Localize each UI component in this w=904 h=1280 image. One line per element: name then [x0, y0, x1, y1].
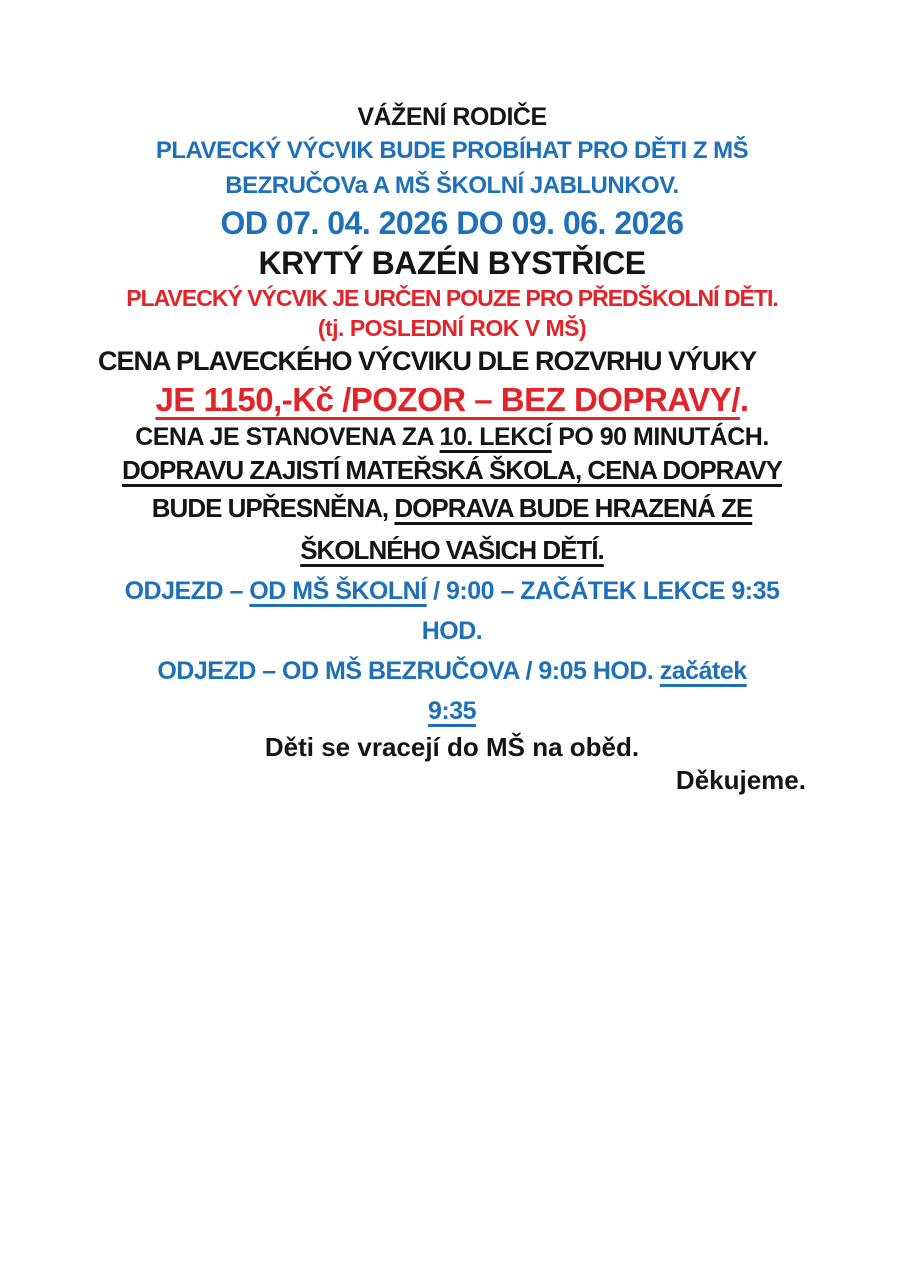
departure-bezrucova-pre-text: ODJEZD – OD MŠ BEZRUČOVA / 9:05 HOD.	[157, 657, 660, 685]
venue-line	[98, 243, 806, 283]
eligibility-note-text: (tj. POSLEDNÍ ROK V MŠ)	[317, 315, 587, 341]
lessons-line	[98, 421, 806, 453]
transport-payment-pre-text: BUDE UPŘESNĚNA,	[151, 493, 395, 523]
date-range-text: OD 07. 04. 2026 DO 09. 06. 2026	[220, 205, 684, 241]
transport-payment-underlined-line1: DOPRAVA BUDE HRAZENÁ ZE	[394, 493, 753, 523]
departure-skolni-line2-text: HOD.	[421, 617, 483, 645]
lessons-underlined-text: 10. LEKCÍ	[439, 423, 552, 451]
eligibility-line	[98, 283, 806, 313]
intro-line1-text: PLAVECKÝ VÝCVIK BUDE PROBÍHAT PRO DĚTI Z MŠ	[155, 137, 749, 164]
eligibility-note-line	[98, 313, 806, 343]
venue-text: KRYTÝ BAZÉN BYSTŘICE	[258, 245, 646, 281]
departure-skolni-pre-text: ODJEZD –	[124, 577, 250, 605]
price-intro-text: CENA PLAVECKÉHO VÝCVIKU DLE ROZVRHU VÝUKY	[98, 346, 757, 376]
price-line	[98, 379, 806, 421]
departure-bezrucova-underlined-line1: začátek	[659, 657, 747, 685]
departure-bezrucova-underlined-line2: 9:35	[427, 697, 477, 725]
price-underlined-text: JE 1150,-Kč /POZOR – BEZ DOPRAVY/	[155, 381, 740, 418]
departure-skolni-underlined-text: OD MŠ ŠKOLNÍ	[249, 577, 427, 605]
price-tail-text: .	[739, 381, 749, 418]
departure-skolni-post-text: / 9:00 – ZAČÁTEK LEKCE 9:35	[426, 577, 780, 605]
return-info-text: Děti se vracejí do MŠ na oběd.	[264, 732, 640, 762]
transport-payment-paragraph	[98, 487, 806, 571]
greeting-line	[98, 102, 806, 133]
transport-guarantee-line	[98, 453, 806, 487]
thanks-line	[98, 764, 806, 797]
eligibility-text: PLAVECKÝ VÝCVIK JE URČEN POUZE PRO PŘEDŠKOLNÍ DĚTI.	[126, 285, 778, 311]
departure-bezrucova-paragraph	[98, 651, 806, 731]
lessons-post-text: PO 90 MINUTÁCH.	[551, 423, 769, 451]
transport-payment-underlined-line2: ŠKOLNÉHO VAŠICH DĚTÍ.	[300, 535, 604, 565]
intro-line2-text: BEZRUČOVa A MŠ ŠKOLNÍ JABLUNKOV.	[225, 172, 679, 199]
return-info-line	[98, 731, 806, 764]
departure-skolni-paragraph	[98, 571, 806, 651]
greeting-text: VÁŽENÍ RODIČE	[357, 103, 547, 131]
price-intro-line	[98, 343, 806, 379]
intro-paragraph	[98, 133, 806, 203]
date-range-line	[98, 203, 806, 243]
lessons-pre-text: CENA JE STANOVENA ZA	[135, 423, 440, 451]
transport-guarantee-text: DOPRAVU ZAJISTÍ MATEŘSKÁ ŠKOLA, CENA DOPRAVY	[122, 455, 782, 485]
thanks-text: Děkujeme.	[675, 765, 806, 795]
